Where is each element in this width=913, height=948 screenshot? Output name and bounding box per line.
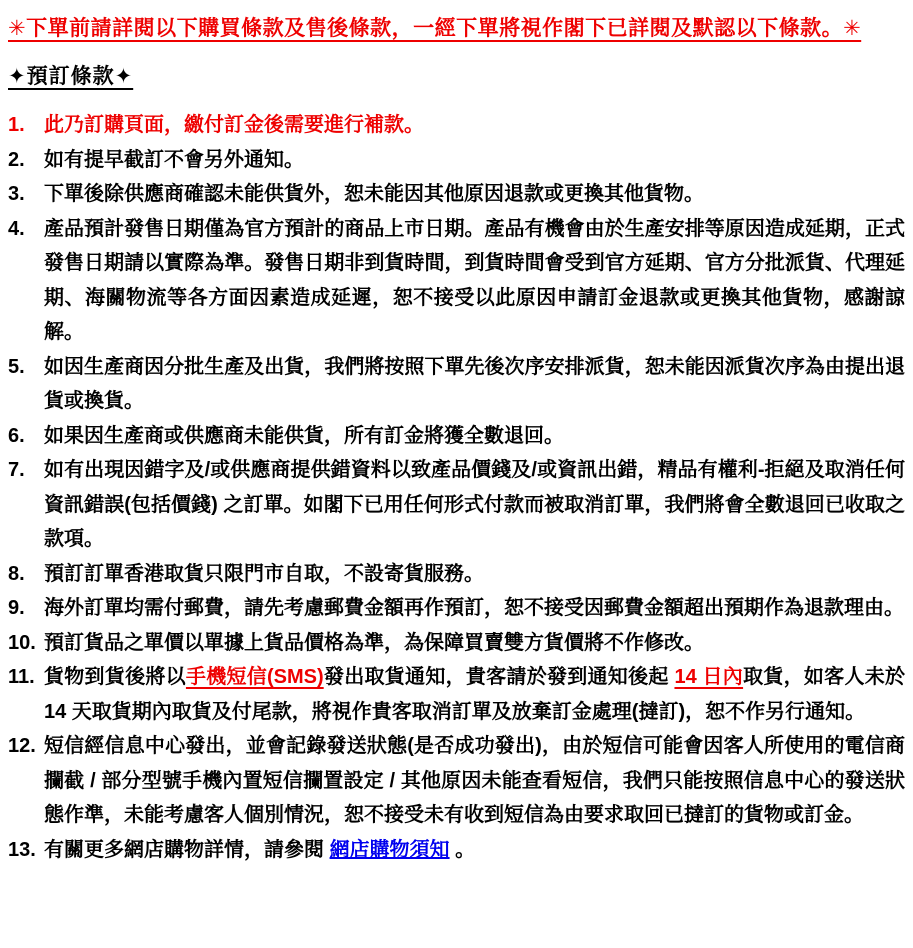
term-item-13 xyxy=(8,833,905,868)
term-item-8 xyxy=(8,557,905,592)
term-number: 10. xyxy=(8,631,36,654)
term-item-10 xyxy=(8,626,905,661)
purchase-notice-heading: ✳下單前請詳閱以下購買條款及售後條款，一經下單將視作閣下已詳閱及默認以下條款。✳ xyxy=(8,17,862,40)
terms-list xyxy=(8,108,905,867)
term-text xyxy=(44,557,905,592)
term-number: 7. xyxy=(8,459,25,481)
text-segment: 如有出現因錯字及/或供應商提供錯資料以致產品價錢及/或資訊出錯，精品有權利-拒絕及取消任何資訊錯誤(包括價錢) 之訂單。如閣下已用任何形式付款而被取消訂單，我們將會全數退回已收取之款項。 xyxy=(44,459,905,550)
term-text xyxy=(44,626,905,661)
term-number: 1. xyxy=(8,114,25,136)
text-segment: 如因生產商因分批生產及出貨，我們將按照下單先後次序安排派貨，恕未能因派貨次序為由提出退貨或換貨。 xyxy=(44,355,905,412)
term-number: 11. xyxy=(8,666,35,688)
text-segment: 預訂訂單香港取貨只限門市自取，不設寄貨服務。 xyxy=(44,562,484,585)
term-item-7 xyxy=(8,453,905,557)
term-item-12 xyxy=(8,729,905,833)
term-text xyxy=(44,177,905,212)
term-number: 8. xyxy=(8,562,25,585)
shop-guide-link[interactable]: 網店購物須知 xyxy=(329,838,450,861)
term-text xyxy=(44,660,905,729)
term-item-3 xyxy=(8,177,905,212)
text-segment: 短信經信息中心發出，並會記錄發送狀態(是否成功發出)，由於短信可能會因客人所使用的電信商攔截 / 部分型號手機內置短信攔置設定 / 其他原因未能查看短信，我們只能按照信息中心的發送狀態作準，未能考慮客人個別情況，恕不接受未有收到短信為由要求取回已撻訂的貨物或訂金。 xyxy=(44,735,905,826)
text-segment: 下單後除供應商確認未能供貨外，恕未能因其他原因退款或更換其他貨物。 xyxy=(44,183,704,205)
term-item-5 xyxy=(8,350,905,419)
term-text xyxy=(44,729,905,833)
term-text xyxy=(44,212,905,350)
text-segment: 海外訂單均需付郵費，請先考慮郵費金額再作預訂，恕不接受因郵費金額超出預期作為退款理由。 xyxy=(44,597,904,619)
term-text xyxy=(44,833,905,868)
text-segment: 貨物到貨後將以 xyxy=(44,666,186,688)
term-number: 4. xyxy=(8,217,25,240)
term-item-9 xyxy=(8,591,905,626)
term-item-11 xyxy=(8,660,905,729)
text-segment: 此乃訂購頁面，繳付訂金後需要進行補款。 xyxy=(44,114,424,136)
term-text xyxy=(44,350,905,419)
term-number: 3. xyxy=(8,183,25,205)
text-segment: 產品預計發售日期僅為官方預計的商品上市日期。產品有機會由於生產安排等原因造成延期，正式發售日期請以實際為準。發售日期非到貨時間，到貨時間會受到官方延期、官方分批派貨、代理延期、海關物流等各方面因素造成延遲，恕不接受以此原因申請訂金退款或更換其他貨物，感謝諒解。 xyxy=(44,217,905,343)
term-number: 13. xyxy=(8,838,36,861)
text-segment: 發出取貨通知，貴客請於發到通知後起 xyxy=(323,666,675,688)
text-segment: 取貨，如客人未於 14 天取貨期內取貨及付尾款，將視作貴客取消訂單及放棄訂金處理(撻訂)，恕不作另行通知。 xyxy=(44,666,905,723)
term-item-6 xyxy=(8,419,905,454)
text-segment: 預訂貨品之單價以單據上貨品價格為準，為保障買賣雙方貨價將不作修改。 xyxy=(44,631,704,654)
text-segment: 如果因生產商或供應商未能供貨，所有訂金將獲全數退回。 xyxy=(44,424,564,447)
emphasized-segment: 14 日內 xyxy=(674,666,744,688)
text-segment: 有關更多網店購物詳情，請參閱 xyxy=(44,838,330,861)
preorder-terms-title: ✦預訂條款✦ xyxy=(8,65,134,88)
term-text xyxy=(44,108,905,143)
term-number: 2. xyxy=(8,148,25,171)
term-text xyxy=(44,419,905,454)
text-segment: 。 xyxy=(449,838,476,861)
text-segment: 如有提早截訂不會另外通知。 xyxy=(44,148,304,171)
term-item-4 xyxy=(8,212,905,350)
emphasized-segment: 手機短信(SMS) xyxy=(185,666,324,688)
term-number: 9. xyxy=(8,597,25,619)
term-number: 12. xyxy=(8,735,36,757)
term-text xyxy=(44,453,905,557)
term-text xyxy=(44,143,905,178)
term-number: 6. xyxy=(8,424,25,447)
term-item-2 xyxy=(8,143,905,178)
term-text xyxy=(44,591,905,626)
term-number: 5. xyxy=(8,355,25,378)
term-item-1 xyxy=(8,108,905,143)
